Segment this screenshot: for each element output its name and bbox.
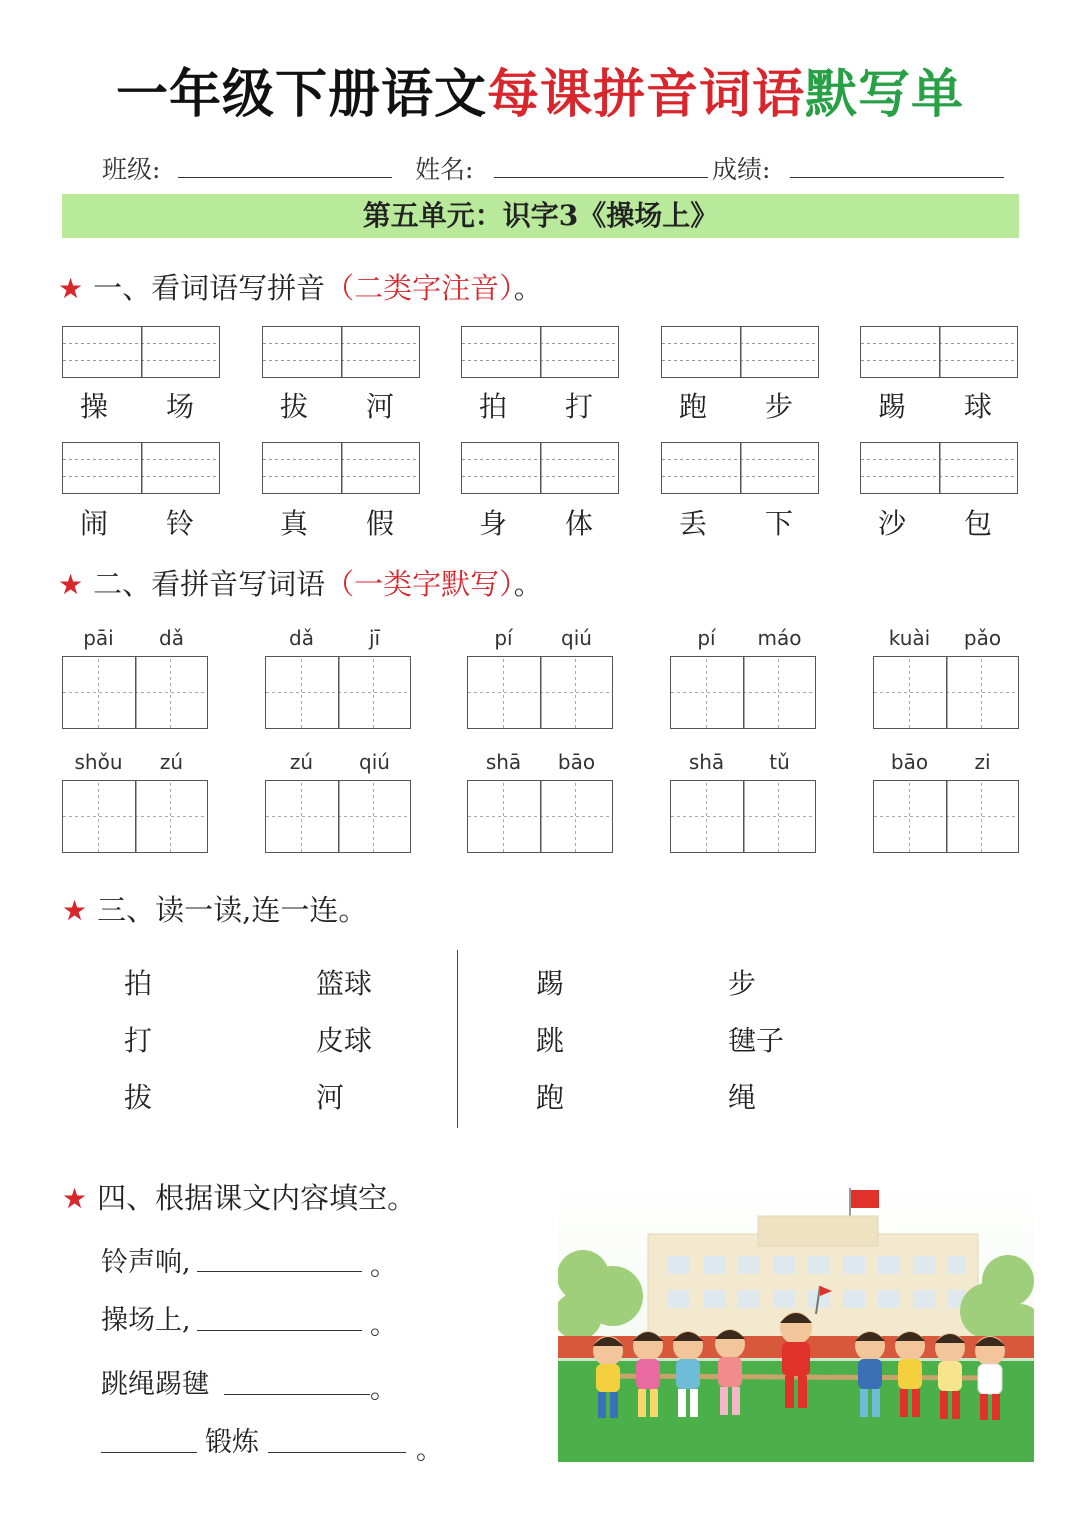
- character-grid[interactable]: [62, 780, 208, 853]
- word-char: 操: [80, 390, 109, 423]
- pinyin-syllable: zú: [289, 750, 314, 774]
- match-right-verb[interactable]: 踢: [536, 967, 565, 1000]
- pinyin-syllable: qiú: [561, 626, 592, 650]
- fill-line3-text: 跳绳踢毽: [101, 1369, 209, 1400]
- character-grid[interactable]: [670, 780, 816, 853]
- page-title: [0, 52, 1080, 127]
- match-right-object[interactable]: 绳: [728, 1081, 757, 1114]
- word-char: 跑: [679, 390, 708, 423]
- pinyin-box[interactable]: [860, 326, 1018, 378]
- section2-heading: [58, 562, 543, 603]
- section4-heading: [62, 1176, 416, 1217]
- fill-line1-text: 铃声响,: [101, 1247, 191, 1278]
- star-icon: ★: [62, 1182, 88, 1215]
- section1-hint: （二类字注音）: [325, 271, 514, 305]
- unit-banner: 第五单元：识字3《操场上》: [62, 194, 1019, 238]
- word-char: 沙: [878, 507, 907, 540]
- match-left-object[interactable]: 皮球: [316, 1024, 373, 1057]
- pinyin-syllable: tǔ: [769, 750, 790, 774]
- pinyin-syllable: kuài: [888, 626, 931, 650]
- fill-line4-text: 锻炼: [205, 1427, 259, 1458]
- fill-period: 。: [370, 1310, 397, 1341]
- class-blank[interactable]: [178, 177, 392, 178]
- word-char: 假: [366, 507, 395, 540]
- word-char: 丢: [679, 507, 708, 540]
- word-char: 包: [964, 507, 993, 540]
- word-char: 下: [765, 507, 794, 540]
- pinyin-box[interactable]: [262, 326, 420, 378]
- word-char: 步: [765, 390, 794, 423]
- match-right-verb[interactable]: 跑: [536, 1081, 565, 1114]
- character-grid[interactable]: [62, 656, 208, 729]
- pinyin-syllable: pǎo: [963, 626, 1002, 650]
- pinyin-syllable: pí: [494, 626, 513, 650]
- section2-title: 二、看拼音写词语: [93, 567, 326, 601]
- word-char: 河: [366, 390, 395, 423]
- tug-of-war-illustration: [558, 1186, 1034, 1462]
- pinyin-syllable: shā: [485, 750, 522, 774]
- fill-blank[interactable]: [268, 1452, 406, 1453]
- pinyin-box[interactable]: [262, 442, 420, 494]
- match-left-object[interactable]: 篮球: [316, 967, 373, 1000]
- word-char: 场: [166, 390, 195, 423]
- pinyin-syllable: máo: [757, 626, 802, 650]
- pinyin-box[interactable]: [461, 442, 619, 494]
- fill-period: 。: [416, 1435, 443, 1466]
- pinyin-syllable: bāo: [557, 750, 596, 774]
- character-grid[interactable]: [467, 780, 613, 853]
- word-char: 打: [565, 390, 594, 423]
- section1-heading: [58, 266, 543, 307]
- match-right-verb[interactable]: 跳: [536, 1024, 565, 1057]
- fill-period: 。: [370, 1374, 397, 1405]
- fill-line2-text: 操场上,: [101, 1305, 191, 1336]
- match-left-verb[interactable]: 打: [124, 1024, 153, 1057]
- section1-title: 一、看词语写拼音: [93, 271, 326, 305]
- pinyin-syllable: shā: [688, 750, 725, 774]
- fill-blank[interactable]: [224, 1394, 370, 1395]
- pinyin-syllable: bāo: [890, 750, 929, 774]
- word-char: 拔: [280, 390, 309, 423]
- star-icon: ★: [58, 272, 84, 305]
- section2-hint: （一类字默写）: [325, 567, 514, 601]
- section4-title: 四、根据课文内容填空。: [97, 1181, 417, 1215]
- character-grid[interactable]: [265, 780, 411, 853]
- pinyin-syllable: jī: [368, 626, 381, 650]
- character-grid[interactable]: [873, 656, 1019, 729]
- word-char: 体: [565, 507, 594, 540]
- character-grid[interactable]: [265, 656, 411, 729]
- fill-blank[interactable]: [197, 1330, 362, 1331]
- match-right-object[interactable]: 毽子: [728, 1024, 785, 1057]
- name-label: 姓名:: [415, 155, 474, 184]
- section3-heading: [62, 888, 367, 929]
- name-blank[interactable]: [494, 177, 708, 178]
- pinyin-box[interactable]: [62, 442, 220, 494]
- class-label: 班级:: [102, 155, 161, 184]
- pinyin-syllable: shǒu: [74, 750, 123, 774]
- character-grid[interactable]: [467, 656, 613, 729]
- title-part2: 每课拼音词语: [486, 64, 805, 125]
- pinyin-box[interactable]: [661, 326, 819, 378]
- fill-blank[interactable]: [197, 1271, 362, 1272]
- match-left-object[interactable]: 河: [316, 1081, 345, 1114]
- word-char: 拍: [479, 390, 508, 423]
- fill-blank[interactable]: [101, 1452, 197, 1453]
- pinyin-box[interactable]: [461, 326, 619, 378]
- score-label: 成绩:: [712, 155, 771, 184]
- star-icon: ★: [62, 894, 88, 927]
- pinyin-box[interactable]: [860, 442, 1018, 494]
- star-icon: ★: [58, 568, 84, 601]
- pinyin-box[interactable]: [661, 442, 819, 494]
- word-char: 球: [964, 390, 993, 423]
- pinyin-syllable: zi: [974, 750, 991, 774]
- match-right-object[interactable]: 步: [728, 967, 757, 1000]
- character-grid[interactable]: [873, 780, 1019, 853]
- pinyin-syllable: pí: [697, 626, 716, 650]
- pinyin-syllable: dǎ: [289, 626, 314, 650]
- section3-title: 三、读一读,连一连。: [97, 893, 368, 927]
- section1-end: 。: [513, 271, 543, 305]
- word-char: 身: [479, 507, 508, 540]
- section2-end: 。: [513, 567, 543, 601]
- character-grid[interactable]: [670, 656, 816, 729]
- match-left-verb[interactable]: 拍: [124, 967, 153, 1000]
- score-blank[interactable]: [790, 177, 1004, 178]
- word-char: 真: [280, 507, 309, 540]
- pinyin-syllable: qiú: [359, 750, 390, 774]
- match-left-verb[interactable]: 拔: [124, 1081, 153, 1114]
- title-part3: 默写单: [805, 64, 965, 125]
- pinyin-syllable: dǎ: [159, 626, 184, 650]
- word-char: 铃: [166, 507, 195, 540]
- match-divider: [457, 950, 458, 1128]
- fill-period: 。: [370, 1251, 397, 1282]
- pinyin-box[interactable]: [62, 326, 220, 378]
- word-char: 踢: [878, 390, 907, 423]
- word-char: 闹: [80, 507, 109, 540]
- pinyin-syllable: zú: [159, 750, 184, 774]
- pinyin-syllable: pāi: [83, 626, 114, 650]
- title-part1: 一年级下册语文: [115, 64, 487, 125]
